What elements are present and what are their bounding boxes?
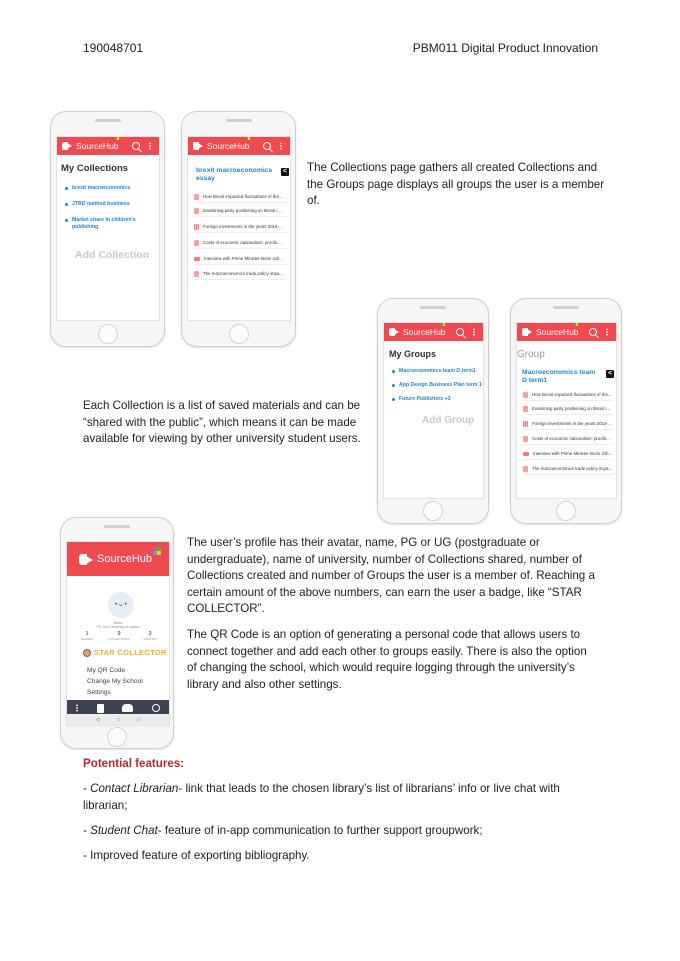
- home-button[interactable]: [98, 324, 118, 344]
- group-item[interactable]: Future Publishers +3: [399, 396, 484, 403]
- collection-item[interactable]: brexit macroeconomics: [72, 185, 152, 192]
- app-bar: [188, 137, 290, 155]
- change-school-link[interactable]: Change My School: [87, 678, 143, 685]
- feature-item: - Improved feature of exporting bibliography.: [83, 849, 310, 862]
- collection-detail-screen: [187, 136, 291, 321]
- brand-flag-icon: [153, 547, 161, 555]
- sourcehub-logo-icon: [522, 328, 532, 336]
- paragraph-collections: The Collections page gathers all created Collections and the Groups page displays all groups the user is a member of.: [307, 161, 605, 208]
- group-detail-screen: [516, 322, 617, 499]
- phone-speaker: [104, 525, 130, 528]
- video-icon: [523, 452, 529, 456]
- stat-groups: 3 GROUPS: [143, 631, 157, 641]
- recents-icon[interactable]: □: [137, 716, 141, 723]
- home-nav-icon[interactable]: ○: [116, 716, 120, 723]
- phone-speaker: [95, 119, 121, 122]
- document-icon: [523, 436, 528, 442]
- sourcehub-logo-icon: [389, 328, 399, 336]
- sourcehub-logo-icon: [193, 142, 203, 150]
- app-name: SourceHub: [207, 141, 262, 151]
- share-icon[interactable]: [281, 168, 289, 176]
- star-collector-badge: STAR COLLECTOR: [83, 648, 167, 657]
- document-icon: [194, 194, 199, 200]
- phone-groups: [377, 298, 489, 524]
- app-bar: [517, 323, 616, 341]
- document-icon: [523, 466, 528, 472]
- share-icon[interactable]: [606, 370, 614, 378]
- profile-screen: [66, 541, 170, 726]
- add-group-button[interactable]: Add Group: [422, 415, 475, 426]
- home-button[interactable]: [423, 501, 443, 521]
- system-nav-bar: [67, 714, 169, 725]
- add-collection-button[interactable]: Add Collection: [75, 249, 150, 261]
- material-item[interactable]: How Brexit impacted fluctuations of the...: [194, 191, 287, 203]
- paragraph-profile: The user’s profile has their avatar, name, PG or UG (postgraduate or undergraduate), name of university, number of Collections shared, number of Collections created and number of Groups the user is a member of. Reaching a certain amount of the above numbers, can earn the user a badge, like “STAR COLLECTOR”.: [187, 536, 595, 616]
- paragraph-share: Each Collection is a list of saved materials and can be “shared with the public”, which means it can be made available for viewing by other university student users.: [83, 399, 361, 446]
- sourcehub-logo-icon: [79, 554, 93, 565]
- phone-profile: [60, 517, 174, 749]
- groups-screen: [383, 322, 484, 499]
- app-bar: [384, 323, 483, 341]
- material-item[interactable]: The macroeconomics trade policy impa...: [194, 268, 287, 280]
- material-item[interactable]: Foreign investments in the years 2016-...: [194, 221, 287, 233]
- settings-link[interactable]: Settings: [87, 689, 111, 696]
- search-icon[interactable]: [588, 327, 598, 337]
- paragraph-qr: The QR Code is an option of generating a personal code that allows users to connect together and add each other to groups easily. There is also the option of changing the school, which would require logging through the university’s library and also other settings.: [187, 628, 587, 691]
- document-icon: [523, 392, 528, 398]
- collection-item[interactable]: Market share in children's publishing: [72, 217, 142, 230]
- avatar[interactable]: [108, 592, 134, 618]
- home-button[interactable]: [556, 501, 576, 521]
- search-icon[interactable]: [262, 141, 272, 151]
- back-icon[interactable]: ◁: [95, 716, 100, 723]
- profile-subtitle: PG, Uni / University of London: [96, 625, 140, 629]
- material-item[interactable]: Interview with Prime Minister Boris Joh...: [523, 448, 613, 460]
- group-item[interactable]: App Design Business Plan term 1: [399, 382, 484, 389]
- group-title: Macroeconomics team D term1: [522, 369, 596, 384]
- sourcehub-logo-icon: [62, 142, 72, 150]
- collections-screen: [56, 136, 160, 321]
- app-bar: [67, 542, 169, 576]
- more-icon[interactable]: [76, 704, 78, 712]
- phone-group-detail: [510, 298, 622, 524]
- document-icon: [194, 271, 199, 277]
- collection-item[interactable]: JTBD method business: [72, 201, 152, 208]
- chart-icon: [194, 224, 199, 230]
- group-icon[interactable]: [122, 704, 133, 712]
- app-name: SourceHub: [97, 553, 153, 565]
- collection-title: brexit macroeconomics essay: [196, 167, 273, 182]
- groups-title: My Groups: [389, 349, 437, 359]
- material-item[interactable]: Interview with Prime Minister Boris Joh...: [194, 253, 287, 265]
- student-id: 190048701: [83, 41, 144, 55]
- home-button[interactable]: [229, 324, 249, 344]
- collections-title: My Collections: [61, 163, 129, 174]
- search-icon[interactable]: [131, 141, 141, 151]
- features-title: Potential features:: [83, 757, 185, 770]
- profile-name: Name: [113, 621, 123, 625]
- video-icon: [194, 257, 200, 261]
- avatar-face-icon: •ᴗ•: [115, 602, 129, 608]
- stat-collections: 9 COLLECTIONS: [108, 631, 130, 641]
- course-title: PBM011 Digital Product Innovation: [412, 41, 598, 55]
- group-item[interactable]: Macroeconomics team D term1: [399, 368, 484, 375]
- document-icon[interactable]: [97, 704, 104, 713]
- medal-icon: [83, 649, 91, 657]
- more-icon[interactable]: [276, 141, 286, 151]
- material-item[interactable]: Foreign investments in the years 2016-...: [523, 418, 613, 430]
- phone-speaker: [553, 306, 579, 309]
- app-bar: [57, 137, 159, 155]
- stat-shares: 1 SHARES: [80, 631, 94, 641]
- material-item[interactable]: Costs of economic nationalism: proofs...: [523, 433, 613, 445]
- material-item[interactable]: How Brexit impacted fluctuations of the...: [523, 389, 613, 401]
- search-icon[interactable]: [152, 704, 160, 712]
- material-item[interactable]: Examining party positioning on Brexit i...: [523, 403, 613, 415]
- material-item[interactable]: Examining party positioning on Brexit i...: [194, 205, 287, 217]
- app-name: SourceHub: [76, 141, 131, 151]
- phone-collection-detail: [181, 111, 296, 347]
- search-icon[interactable]: [455, 327, 465, 337]
- phone-speaker: [420, 306, 446, 309]
- home-button[interactable]: [107, 727, 127, 747]
- more-icon[interactable]: [145, 141, 155, 151]
- more-icon[interactable]: [602, 327, 612, 337]
- app-name: SourceHub: [403, 327, 455, 337]
- phone-collections: [50, 111, 165, 347]
- feature-item: - Contact Librarian- link that leads to the chosen library’s list of librarians’ info or live chat with librarian;: [83, 782, 560, 812]
- material-item[interactable]: The macroeconomics trade policy impa...: [523, 463, 613, 475]
- group-header: Group: [517, 349, 545, 360]
- app-name: SourceHub: [536, 327, 588, 337]
- material-item[interactable]: Costs of economic nationalism: proofs...: [194, 237, 287, 249]
- qr-code-link[interactable]: My QR Code: [87, 667, 126, 674]
- document-icon: [194, 240, 199, 246]
- document-icon: [194, 208, 199, 214]
- more-icon[interactable]: [469, 327, 479, 337]
- document-icon: [523, 406, 528, 412]
- chart-icon: [523, 421, 528, 427]
- phone-speaker: [226, 119, 252, 122]
- feature-item: - Student Chat- feature of in-app communication to further support groupwork;: [83, 824, 483, 837]
